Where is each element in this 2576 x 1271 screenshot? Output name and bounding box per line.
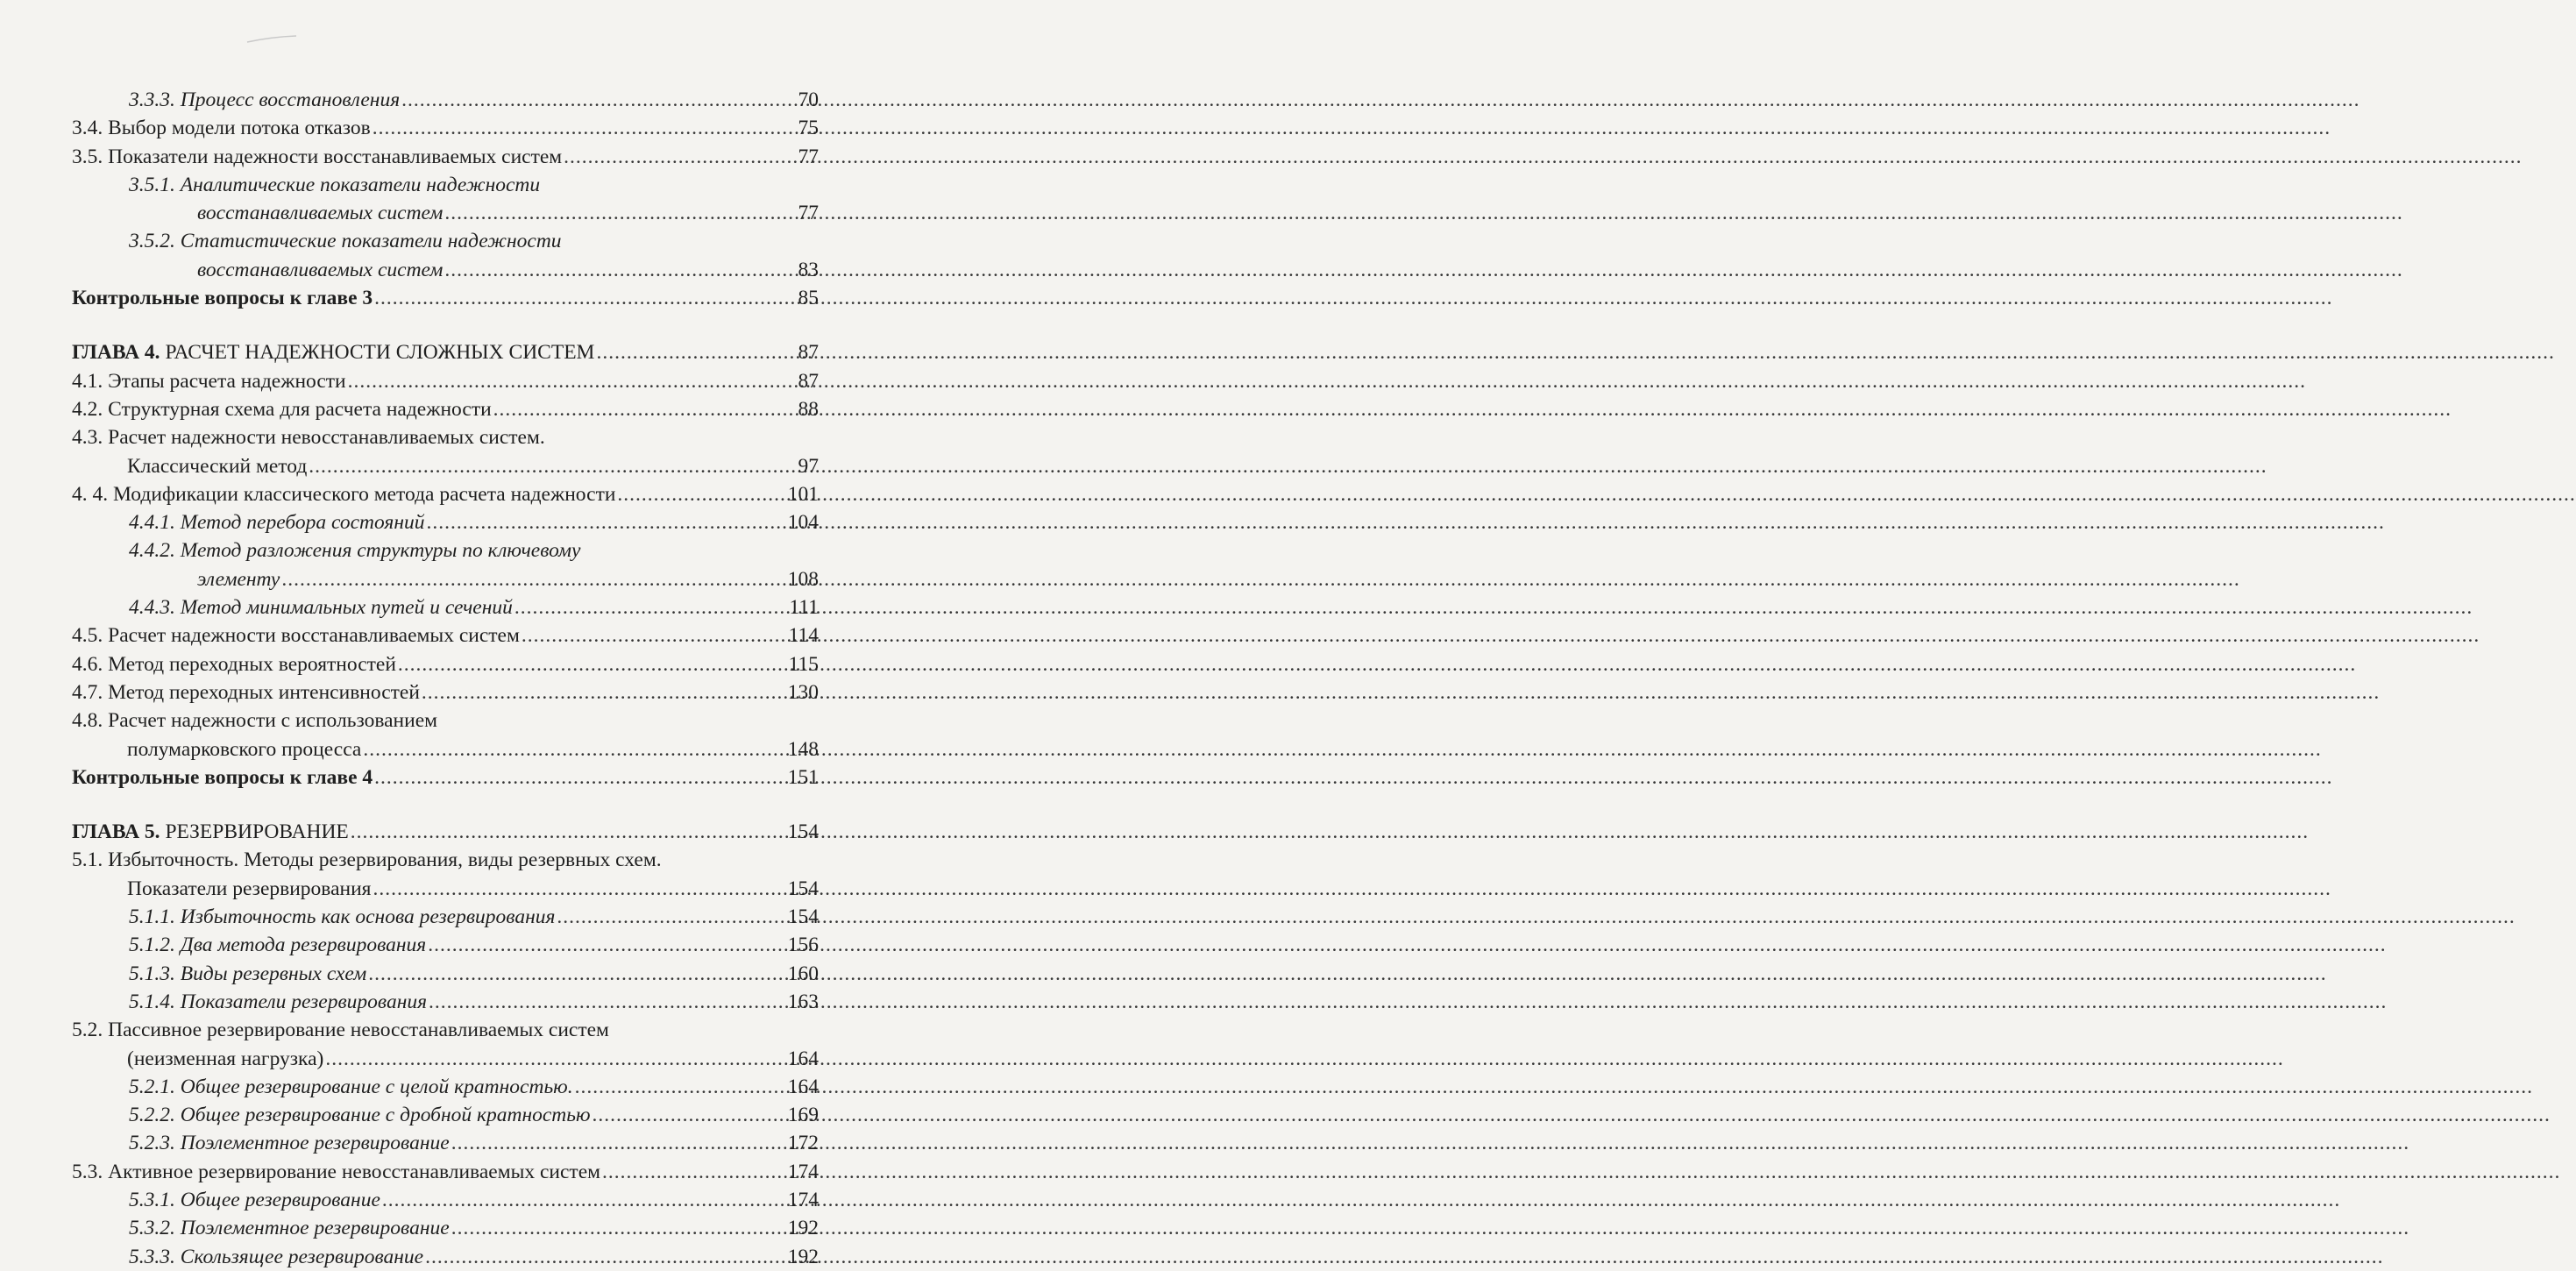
toc-entry <box>72 199 819 227</box>
toc-entry-title: 3.3.3. Процесс восстановления <box>129 89 401 111</box>
dot-leader <box>575 1073 786 1101</box>
toc-entry-title: Показатели резервирования <box>127 877 372 900</box>
toc-entry <box>72 903 819 931</box>
toc-entry-page: 160 <box>787 962 819 985</box>
toc-entry-page: 77 <box>798 202 819 225</box>
dot-leader <box>427 508 786 536</box>
dot-leader <box>564 143 796 171</box>
toc-entry-title: 4.2. Структурная схема для расчета надежности <box>72 397 492 421</box>
toc-entry-page: 154 <box>787 877 819 900</box>
dot-leader <box>428 931 786 959</box>
toc-entry-page: 75 <box>798 117 819 140</box>
toc-entry-title: 3.5.2. Статистические показатели надежности <box>129 230 562 253</box>
dot-leader <box>363 735 785 763</box>
toc-entry-page: 164 <box>787 1047 819 1070</box>
toc-entry-page: 97 <box>798 454 819 478</box>
toc-entry-title: полумарковского процесса <box>127 737 362 761</box>
toc-entry <box>72 1158 819 1186</box>
toc-entry-title: 3.5.1. Аналитические показатели надежности <box>129 173 541 196</box>
toc-entry <box>72 678 819 707</box>
toc-entry-title: элементу <box>197 567 280 591</box>
toc-entry-title: (неизменная нагрузка) <box>127 1047 324 1070</box>
toc-entry-page: 192 <box>787 1245 819 1268</box>
dot-leader <box>593 1101 786 1129</box>
toc-entry-title: 5.2.1. Общее резервирование с целой кратностью. <box>129 1075 573 1098</box>
toc-entry-page: 77 <box>798 145 819 168</box>
toc-entry-title: 5.1.3. Виды резервных схем <box>129 962 367 985</box>
dot-leader <box>374 284 796 312</box>
toc-entry <box>72 1016 819 1044</box>
dot-leader <box>422 678 786 707</box>
toc-entry <box>72 114 819 142</box>
dot-leader <box>309 452 796 480</box>
toc-entry-page: 156 <box>787 934 819 957</box>
toc-entry-page: 70 <box>798 89 819 111</box>
toc-chapter <box>72 818 819 846</box>
toc-entry-page: 111 <box>789 596 819 620</box>
toc-entry-title: 5.3.2. Поэлементное резервирование <box>129 1217 450 1240</box>
dot-leader <box>398 650 787 678</box>
toc-entry-title: 4.4.2. Метод разложения структуры по ключевому <box>129 539 581 563</box>
toc-entry <box>72 875 819 903</box>
dot-leader <box>522 621 787 650</box>
toc-entry <box>72 960 819 988</box>
toc-entry <box>72 171 819 199</box>
dot-leader <box>451 1129 786 1157</box>
toc-entry <box>72 1186 819 1214</box>
toc-entry-page: 174 <box>787 1188 819 1211</box>
toc-entry-page: 130 <box>787 680 819 704</box>
toc-entry-title: 4.6. Метод переходных вероятностей <box>72 652 396 676</box>
document-page <box>0 0 895 1267</box>
dot-leader <box>401 86 796 114</box>
toc-entry-title: 5.1.1. Избыточность как основа резервирования <box>129 905 556 929</box>
toc-entry-title: 5.2.3. Поэлементное резервирование <box>129 1132 450 1155</box>
toc-entry <box>72 284 819 312</box>
toc-entry <box>72 395 819 423</box>
dot-leader <box>425 1243 786 1271</box>
dot-leader <box>514 593 788 621</box>
toc-entry-page: 88 <box>798 397 819 421</box>
toc-chapter <box>72 338 819 366</box>
toc-entry <box>72 508 819 536</box>
toc-entry-page: 164 <box>787 1075 819 1098</box>
toc-entry <box>72 423 819 451</box>
toc-entry <box>72 1243 819 1271</box>
toc-entry <box>72 143 819 171</box>
toc-entry-page: 151 <box>787 765 819 789</box>
toc-entry <box>72 452 819 480</box>
chapter-label: ГЛАВА 5. <box>72 820 160 844</box>
toc-entry-page: 154 <box>787 905 819 929</box>
toc-entry-title: 3.5. Показатели надежности восстанавливаемых систем <box>72 145 563 168</box>
dot-leader <box>444 199 796 227</box>
toc-entry <box>72 536 819 564</box>
dot-leader <box>351 818 786 846</box>
toc-entry <box>72 735 819 763</box>
dot-leader <box>602 1158 786 1186</box>
toc-entry-title: 4.1. Этапы расчета надежности <box>72 369 346 393</box>
toc-entry-page: 174 <box>787 1160 819 1183</box>
table-of-contents <box>72 86 819 1271</box>
dot-leader <box>557 903 785 931</box>
toc-entry-page: 163 <box>787 990 819 1013</box>
dot-leader <box>429 988 786 1016</box>
toc-entry-title: восстанавливаемых систем <box>197 258 444 281</box>
toc-entry-title: восстанавливаемых систем <box>197 202 444 225</box>
toc-entry-title: 4.5. Расчет надежности восстанавливаемых систем <box>72 624 520 648</box>
toc-entry-page: 115 <box>788 652 819 676</box>
toc-entry-title: 4.4.3. Метод минимальных путей и сечений <box>129 596 513 620</box>
toc-entry-title: 4.7. Метод переходных интенсивностей <box>72 680 420 704</box>
dot-leader <box>281 565 785 593</box>
toc-entry-title: 3.4. Выбор модели потока отказов <box>72 117 371 140</box>
toc-entry <box>72 931 819 959</box>
toc-entry <box>72 707 819 735</box>
toc-entry <box>72 86 819 114</box>
toc-entry-page: 85 <box>798 287 819 310</box>
toc-entry-page: 83 <box>798 258 819 281</box>
toc-entry <box>72 227 819 255</box>
chapter-title: РАСЧЕТ НАДЕЖНОСТИ СЛОЖНЫХ СИСТЕМ <box>165 341 595 365</box>
toc-entry-title: 5.1.4. Показатели резервирования <box>129 990 428 1013</box>
dot-leader <box>493 395 797 423</box>
toc-entry-title: Классический метод <box>127 454 308 478</box>
dot-leader <box>444 256 796 284</box>
dot-leader <box>348 367 797 395</box>
toc-entry <box>72 1214 819 1242</box>
toc-entry-title: 4.3. Расчет надежности невосстанавливаемых систем. <box>72 426 545 450</box>
toc-entry-page: 172 <box>787 1132 819 1155</box>
toc-entry-title: 5.2.2. Общее резервирование с дробной кратностью <box>129 1104 591 1127</box>
toc-entry <box>72 650 819 678</box>
toc-entry <box>72 1129 819 1157</box>
toc-entry-page: 114 <box>788 624 819 648</box>
dot-leader <box>325 1045 785 1073</box>
toc-entry-title: 4.4.1. Метод перебора состояний <box>129 511 425 535</box>
dot-leader <box>617 480 785 508</box>
dot-leader <box>451 1214 786 1242</box>
toc-entry-page: 87 <box>798 369 819 393</box>
toc-entry-title: 5.3.1. Общее резервирование <box>129 1188 380 1211</box>
toc-entry-title: Контрольные вопросы к главе 3 <box>72 287 373 310</box>
toc-entry-page: 104 <box>787 511 819 535</box>
toc-entry-title: 5.1.2. Два метода резервирования <box>129 934 427 957</box>
toc-entry-title: Контрольные вопросы к главе 4 <box>72 765 373 789</box>
toc-entry <box>72 763 819 792</box>
toc-entry-page: 87 <box>798 341 819 365</box>
toc-entry-title: 4.8. Расчет надежности с использованием <box>72 709 438 733</box>
toc-entry <box>72 367 819 395</box>
toc-entry <box>72 846 819 874</box>
dot-leader <box>382 1186 786 1214</box>
toc-entry-title: 5.3.3. Скользящее резервирование <box>129 1245 424 1268</box>
dot-leader <box>368 960 786 988</box>
toc-entry-title: 5.2. Пассивное резервирование невосстанавливаемых систем <box>72 1019 609 1042</box>
chapter-label: ГЛАВА 4. <box>72 341 160 365</box>
chapter-title: РЕЗЕРВИРОВАНИЕ <box>165 820 349 844</box>
toc-entry <box>72 565 819 593</box>
toc-entry-page: 148 <box>787 737 819 761</box>
dot-leader <box>374 763 786 792</box>
toc-entry-page: 101 <box>787 482 819 506</box>
toc-entry-page: 154 <box>787 820 819 844</box>
dot-leader <box>596 338 796 366</box>
dot-leader <box>373 875 785 903</box>
toc-entry-page: 192 <box>787 1217 819 1240</box>
toc-entry <box>72 1073 819 1101</box>
toc-entry <box>72 1101 819 1129</box>
toc-entry-title: 5.3. Активное резервирование невосстанавливаемых систем <box>72 1160 601 1183</box>
toc-entry <box>72 621 819 650</box>
toc-entry <box>72 593 819 621</box>
toc-entry <box>72 480 819 508</box>
scan-mark <box>245 35 298 44</box>
toc-entry-title: 4. 4. Модификации классического метода расчета надежности <box>72 482 616 506</box>
toc-entry <box>72 988 819 1016</box>
dot-leader <box>373 114 797 142</box>
toc-entry-title: 5.1. Избыточность. Методы резервирования, виды резервных схем. <box>72 849 662 872</box>
toc-entry-page: 108 <box>787 567 819 591</box>
toc-entry <box>72 256 819 284</box>
toc-entry-page: 169 <box>787 1104 819 1127</box>
toc-entry <box>72 1045 819 1073</box>
